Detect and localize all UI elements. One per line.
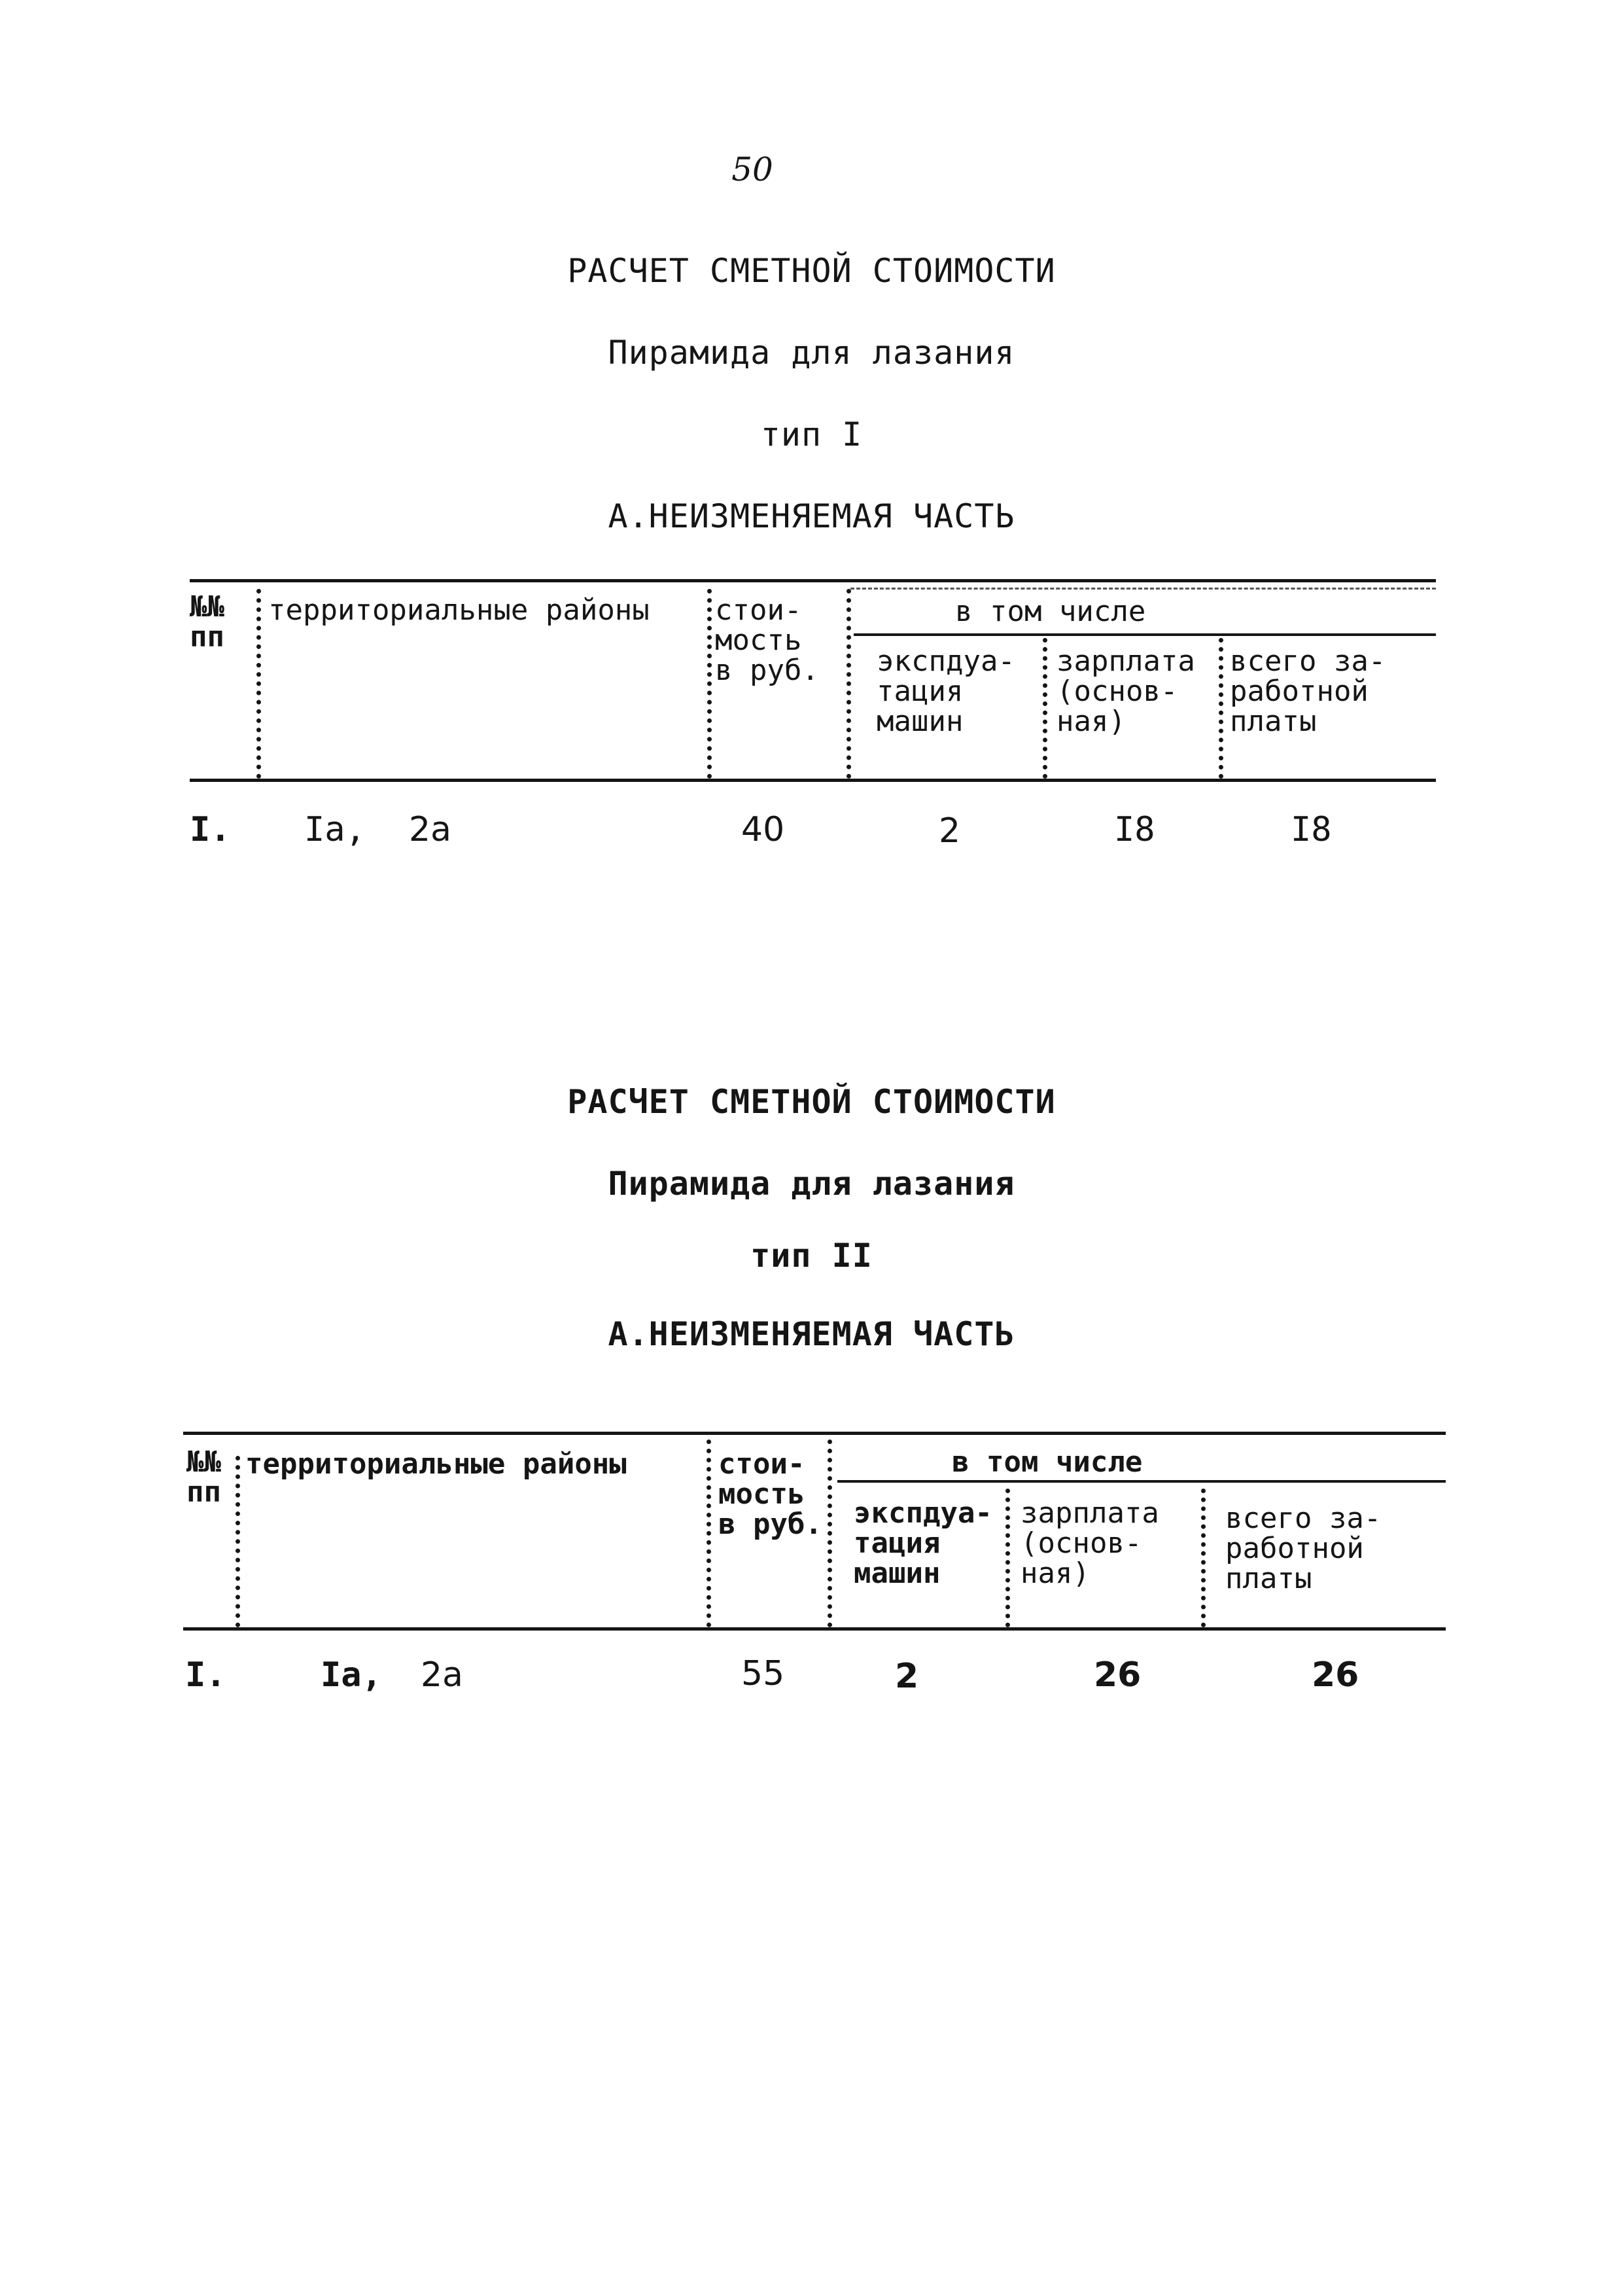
section-title: РАСЧЕТ СМЕТНОЙ СТОИМОСТИ	[567, 1083, 1056, 1121]
col-separator	[707, 589, 712, 779]
page-number: 50	[731, 150, 773, 188]
subheader-rule	[854, 633, 1436, 636]
row-machines: 2	[895, 1657, 919, 1696]
row-total-salary: 26	[1312, 1655, 1359, 1695]
section-subtitle: Пирамида для лазания	[608, 1165, 1015, 1203]
header-including: в том числе	[955, 595, 1146, 628]
row-salary: 26	[1094, 1655, 1142, 1695]
header-cost: стои- мость в руб.	[715, 593, 819, 688]
table-top-border-dashed	[850, 588, 1436, 590]
header-bottom-rule	[190, 779, 1436, 782]
header-total-salary: всего за- работной платы	[1225, 1502, 1382, 1596]
row-machines: 2	[939, 811, 961, 851]
col-separator	[1005, 1489, 1010, 1627]
row-cost: 55	[741, 1654, 785, 1693]
section-type: тип I	[760, 415, 863, 453]
header-districts: территориальные районы	[245, 1447, 627, 1481]
row-district: 2а	[409, 810, 451, 849]
col-separator	[828, 1439, 832, 1627]
header-machines: экспдуа- тация машин	[854, 1496, 992, 1591]
header-cost: стои- мость в руб.	[718, 1447, 822, 1542]
col-separator	[1201, 1489, 1206, 1627]
row-total-salary: I8	[1291, 810, 1332, 849]
row-num: I.	[190, 810, 231, 849]
header-salary: зарплата (основ- ная)	[1021, 1496, 1159, 1591]
row-num: I.	[185, 1655, 226, 1695]
header-num: №№ пп	[190, 590, 224, 654]
header-salary: зарплата (основ- ная)	[1056, 645, 1195, 739]
header-bottom-rule	[183, 1627, 1446, 1631]
row-district: Iа,	[304, 810, 366, 849]
section-type: тип II	[750, 1237, 873, 1275]
section-subtitle: Пирамида для лазания	[608, 334, 1015, 372]
section-title: РАСЧЕТ СМЕТНОЙ СТОИМОСТИ	[567, 252, 1056, 290]
section-part: А.НЕИЗМЕНЯЕМАЯ ЧАСТЬ	[608, 497, 1015, 535]
subheader-rule	[837, 1480, 1446, 1483]
col-separator	[1219, 638, 1223, 779]
table-top-border	[183, 1432, 1446, 1435]
row-district: 2а	[421, 1655, 463, 1695]
col-separator	[707, 1439, 711, 1627]
col-separator	[1043, 638, 1047, 779]
section-part: А.НЕИЗМЕНЯЕМАЯ ЧАСТЬ	[608, 1315, 1015, 1353]
header-num: №№ пп	[186, 1445, 221, 1510]
header-districts: территориальные районы	[268, 593, 650, 627]
col-separator	[236, 1456, 240, 1627]
row-salary: I8	[1114, 810, 1155, 849]
header-total-salary: всего за- работной платы	[1230, 645, 1386, 739]
row-district: Iа,	[321, 1655, 382, 1695]
row-cost: 40	[741, 810, 785, 849]
col-separator	[846, 589, 851, 779]
table-top-border	[190, 579, 1436, 582]
header-machines: экспдуа- тация машин	[877, 645, 1015, 739]
header-including: в том числе	[952, 1445, 1143, 1479]
col-separator	[256, 589, 261, 779]
